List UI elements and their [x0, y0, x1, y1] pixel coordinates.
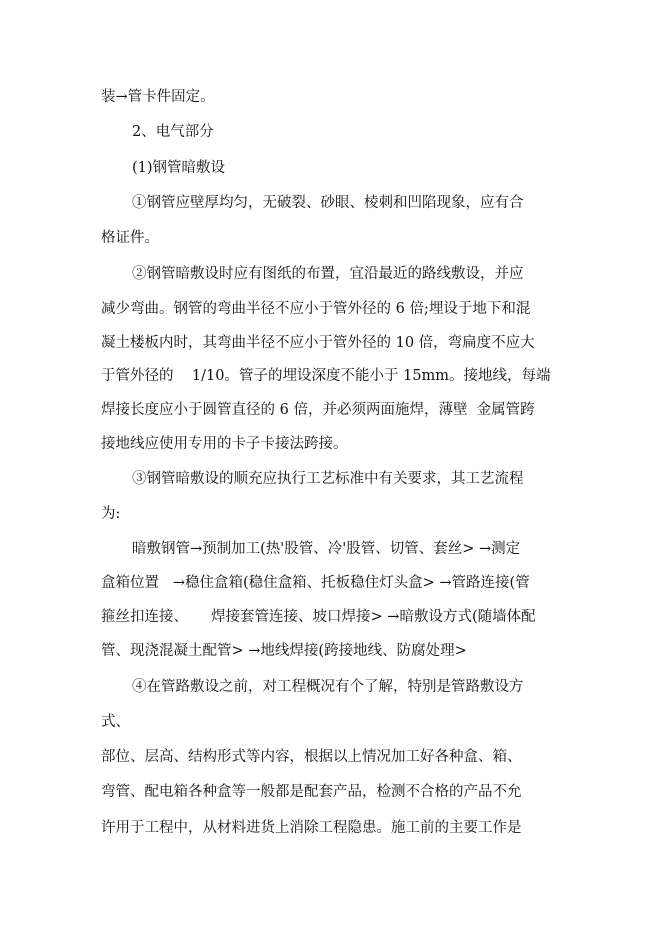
text-line-10: 焊接长度应小于圆管直径的 6 倍，并必须两面施焊，薄壁 金属管跨	[101, 402, 535, 418]
text-line-9: 于管外径的 1/10。管子的埋设深度不能小于 15mm。接地线，每端	[101, 368, 551, 384]
text-line-6: ②钢管暗敷设时应有图纸的布置，宜沿最近的路线敷设，并应	[132, 266, 524, 282]
text-line-22: 许用于工程中，从材料进货上消除工程隐患。施工前的主要工作是	[101, 820, 522, 836]
text-line-8: 凝土楼板内时，其弯曲半径不应小于管外径的 10 倍，弯扁度不应大	[101, 335, 535, 351]
text-line-7: 减少弯曲。钢管的弯曲半径不应小于管外径的 6 倍;埋设于地下和混	[101, 301, 531, 317]
subsection-heading-conduit: (1)钢管暗敷设	[132, 160, 226, 176]
text-line-20: 部位、层高、结构形式等内容，根据以上情况加工好各种盒、箱、	[101, 749, 522, 765]
section-heading-electrical: 2、电气部分	[132, 124, 214, 140]
text-line-4: ①钢管应壁厚均匀，无破裂、砂眼、棱刺和凹陷现象，应有合	[132, 195, 524, 211]
text-line-21: 弯管、配电箱各种盒等一般都是配套产品，检测不合格的产品不允	[101, 784, 522, 800]
text-line-14: 暗敷钢管→预制加工(热'股管、冷'股管、切管、套丝> →测定	[132, 541, 521, 557]
text-line-19: 式、	[101, 714, 130, 730]
text-line-11: 接地线应使用专用的卡子卡接法跨接。	[101, 436, 348, 452]
text-line-18: ④在管路敷设之前，对工程概况有个了解，特别是管路敷设方	[132, 679, 524, 695]
text-line-16: 箍丝扣连接、 焊接套管连接、坡口焊接> →暗敷设方式(随墙体配	[101, 609, 536, 625]
text-line-13: 为:	[101, 506, 121, 522]
text-line-15: 盒箱位置 →稳住盒箱(稳住盒箱、托板稳住灯头盒> →管路连接(管	[101, 575, 530, 591]
text-line-1: 装→管卡件固定。	[101, 89, 215, 105]
text-line-12: ③钢管暗敷设的顺充应执行工艺标准中有关要求，其工艺流程	[132, 471, 524, 487]
text-line-17: 管、现浇混凝土配管> →地线焊接(跨接地线、防腐处理>	[101, 643, 467, 659]
text-line-5: 格证件。	[101, 230, 159, 246]
